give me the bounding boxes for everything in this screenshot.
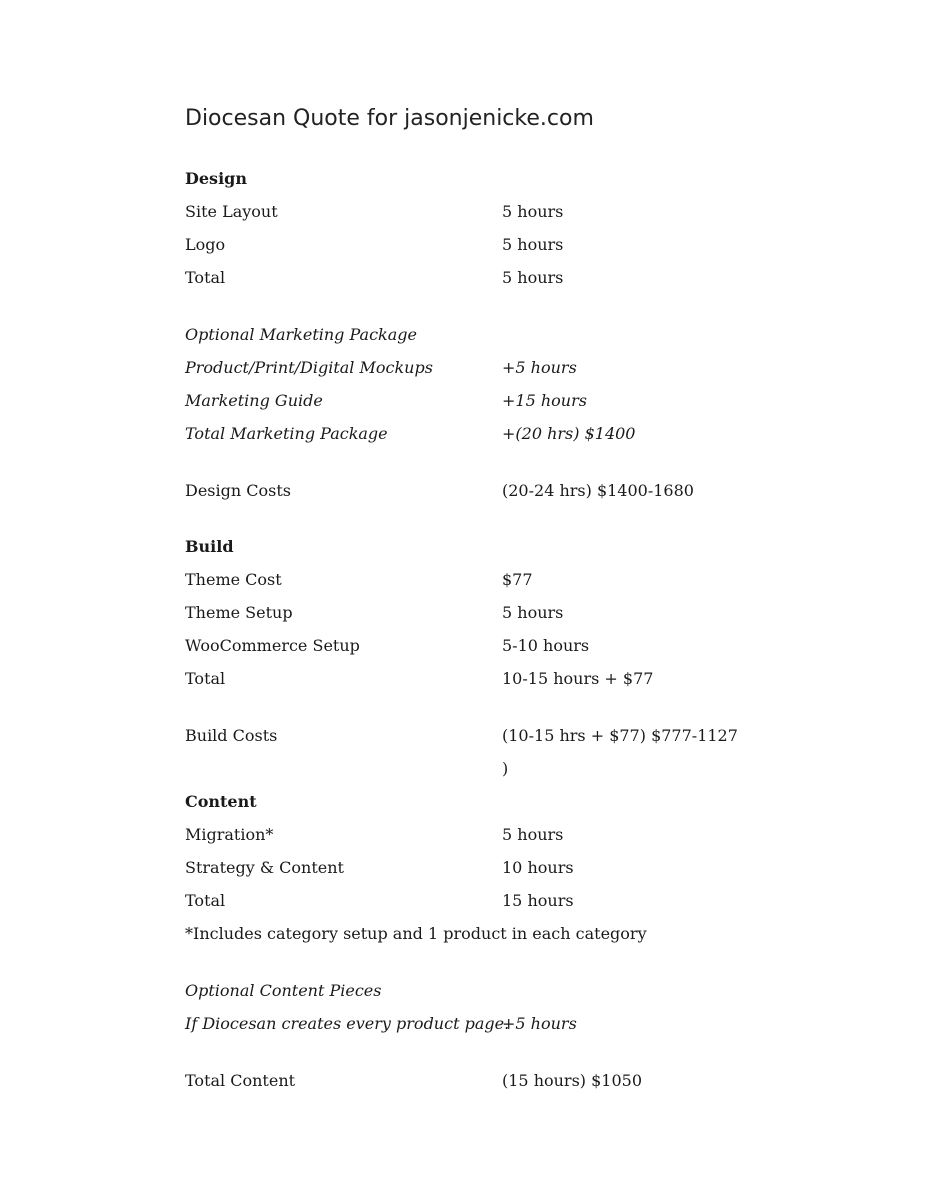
row-value: 10-15 hours + $77 <box>502 669 654 688</box>
row-value: +(20 hrs) $1400 <box>502 424 636 443</box>
row-label: Migration* <box>185 825 274 844</box>
table-row <box>185 884 785 917</box>
page-title: Diocesan Quote for jasonjenicke.com <box>185 106 594 131</box>
row-label: Optional Marketing Package <box>185 325 417 344</box>
row-label: Strategy & Content <box>185 858 344 877</box>
row-label: Total <box>185 268 226 287</box>
table-row <box>185 261 785 294</box>
optional-heading-marketing <box>185 318 785 351</box>
build-costs-row <box>185 719 785 752</box>
row-label: Site Layout <box>185 202 278 221</box>
table-row <box>185 662 785 695</box>
row-label: Build Costs <box>185 726 278 745</box>
row-value: 5-10 hours <box>502 636 590 655</box>
section-heading-design: Design <box>185 169 247 188</box>
row-value: 5 hours <box>502 235 564 254</box>
optional-heading-content <box>185 974 785 1007</box>
row-value: +5 hours <box>502 358 577 377</box>
row-label: Total <box>185 669 226 688</box>
table-row <box>185 818 785 851</box>
row-value: 10 hours <box>502 858 574 877</box>
row-label: Theme Setup <box>185 603 293 622</box>
table-row <box>185 417 785 450</box>
row-label: WooCommerce Setup <box>185 636 360 655</box>
section-heading-content: Content <box>185 792 257 811</box>
row-value: (20-24 hrs) $1400-1680 <box>502 481 694 500</box>
row-value: +15 hours <box>502 391 587 410</box>
build-costs-wrap-row <box>185 752 785 785</box>
table-row <box>185 851 785 884</box>
row-value: 5 hours <box>502 603 564 622</box>
table-row <box>185 629 785 662</box>
table-row <box>185 384 785 417</box>
row-label: Total <box>185 891 226 910</box>
row-label: Product/Print/Digital Mockups <box>185 358 433 377</box>
table-row <box>185 596 785 629</box>
row-value-wrap: ) <box>502 759 509 778</box>
row-label: Optional Content Pieces <box>185 981 382 1000</box>
row-value: 15 hours <box>502 891 574 910</box>
row-value: $77 <box>502 570 533 589</box>
design-costs-row <box>185 474 785 507</box>
row-label: If Diocesan creates every product page. <box>185 1014 510 1033</box>
row-value: (15 hours) $1050 <box>502 1071 643 1090</box>
section-heading-build: Build <box>185 537 234 556</box>
row-label: Total Content <box>185 1071 296 1090</box>
table-row <box>185 563 785 596</box>
total-content-row <box>185 1064 785 1097</box>
footnote: *Includes category setup and 1 product in each category <box>185 924 647 943</box>
table-row <box>185 228 785 261</box>
row-value: (10-15 hrs + $77) $777-1127 <box>502 726 738 745</box>
row-value: +5 hours <box>502 1014 577 1033</box>
table-row <box>185 195 785 228</box>
row-label: Theme Cost <box>185 570 282 589</box>
row-value: 5 hours <box>502 825 564 844</box>
row-label: Marketing Guide <box>185 391 323 410</box>
table-row <box>185 1007 785 1040</box>
row-value: 5 hours <box>502 268 564 287</box>
row-value: 5 hours <box>502 202 564 221</box>
row-label: Logo <box>185 235 226 254</box>
table-row <box>185 351 785 384</box>
row-label: Design Costs <box>185 481 291 500</box>
row-label: Total Marketing Package <box>185 424 388 443</box>
